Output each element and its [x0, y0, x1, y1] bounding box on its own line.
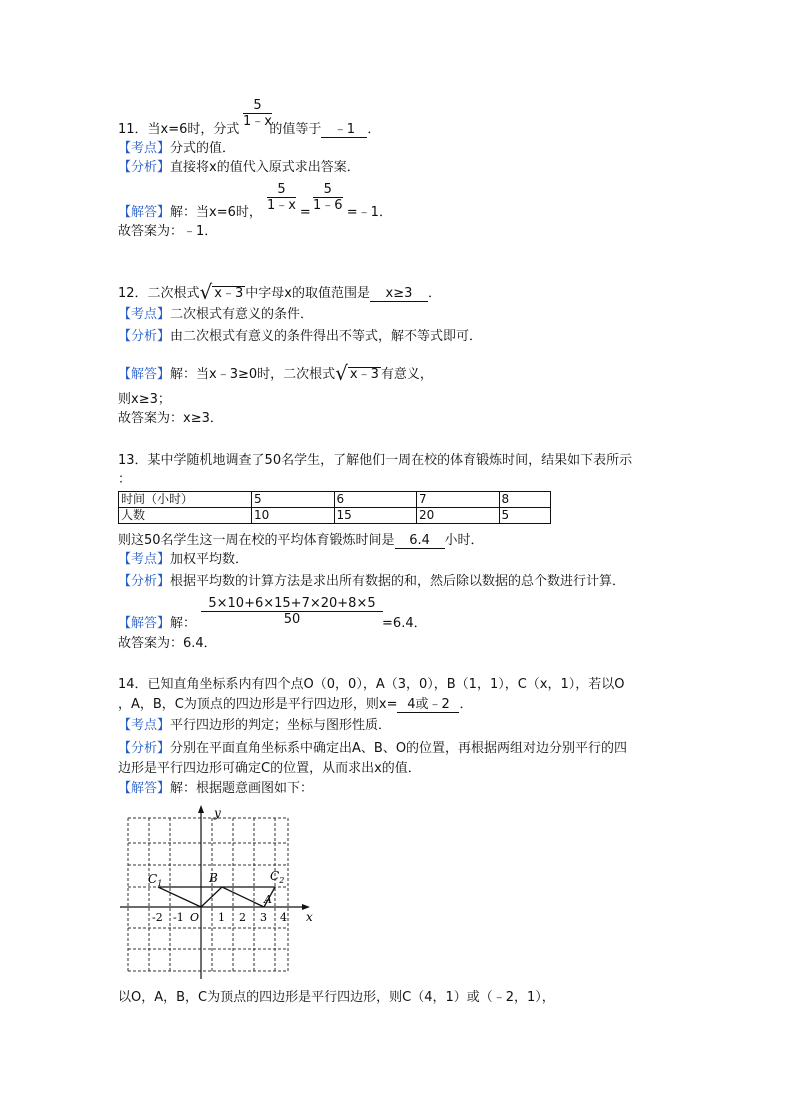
q11-jieda-fraction-2: $\frac{5}{1﹣6}$: [313, 182, 343, 213]
tick-label: 2: [239, 911, 246, 924]
tick-label: 3: [260, 911, 267, 924]
q14-jieda: 【解答】解：根据题意画图如下：: [118, 781, 314, 796]
q13-question: 则这50名学生这一周在校的平均体育锻炼时间是 6.4 小时．: [118, 533, 484, 548]
q13-jieda: 【解答】解： =6.4．: [118, 616, 427, 631]
fraction-numerator: 5: [243, 98, 272, 114]
answer-blank: ﹣1: [321, 123, 367, 138]
table-row: 时间（小时） 5 6 7 8: [119, 492, 551, 508]
point-label-b: B: [209, 871, 218, 885]
answer-blank: x≥3: [370, 287, 428, 302]
tick-label: 4: [280, 911, 287, 924]
point-label-a: A: [264, 893, 272, 906]
point-label-c1: $C_1$: [148, 872, 163, 888]
answer-blank: 4或﹣2: [397, 698, 459, 713]
q12-then: 则x≥3；: [118, 392, 171, 407]
q12-kaodian: 【考点】二次根式有意义的条件．: [118, 307, 314, 322]
origin-label: O: [190, 911, 200, 924]
radical: √ x﹣3: [335, 361, 379, 385]
data-table: [118, 491, 551, 524]
q12-stem: 12．二次根式√ x﹣3 中字母x的取值范围是 x≥3 ．: [118, 280, 441, 304]
tick-label: -2: [152, 911, 163, 924]
y-axis-label: y: [214, 806, 221, 820]
q13-stem-line1: 13．某中学随机地调查了50名学生，了解他们一周在校的体育锻炼时间，结果如下表所示: [118, 453, 633, 468]
table-row: 人数 10 15 20 5: [119, 508, 551, 524]
q14-kaodian: 【考点】平行四边形的判定；坐标与图形性质．: [118, 718, 392, 733]
q11-final: 故答案为：﹣1．: [118, 224, 218, 239]
fraction-denominator: 1﹣x: [243, 114, 272, 129]
parallelogram-lines: [158, 887, 275, 907]
q14-fenxi-line1: 【分析】分别在平面直角坐标系中确定出A、B、O的位置，再根据两组对边分别平行的四: [118, 741, 628, 756]
q13-fenxi: 【分析】根据平均数的计算方法是求出所有数据的和，然后除以数据的总个数进行计算．: [118, 574, 626, 589]
q11-stem: 11．当x=6时，分式 的值等于 ﹣1 ．: [118, 122, 381, 137]
q13-jieda-fraction: $\frac{5\times 10+6\times 15+7\times 20+8\times 5}{50}$: [201, 596, 383, 627]
q12-jieda: 【解答】解：当x﹣3≥0时，二次根式√ x﹣3 有意义，: [118, 361, 433, 385]
q14-stem-line2: ，A，B，C为顶点的四边形是平行四边形，则x= 4或﹣2 ．: [118, 697, 473, 712]
q11-fenxi: 【分析】直接将x的值代入原式求出答案．: [118, 160, 360, 175]
kaodian-tag: 【考点】: [118, 141, 171, 156]
point-label-c2: $C_2$: [270, 869, 285, 885]
q14-conclusion: 以O，A，B，C为顶点的四边形是平行四边形，则C（4，1）或（﹣2，1），: [118, 990, 555, 1005]
q12-fenxi: 【分析】由二次根式有意义的条件得出不等式，解不等式即可．: [118, 329, 483, 344]
fenxi-tag: 【分析】: [118, 160, 171, 175]
coordinate-graph: [118, 803, 318, 980]
q13-kaodian: 【考点】加权平均数．: [118, 552, 249, 567]
q12-final: 故答案为：x≥3．: [118, 411, 223, 426]
q13-final: 故答案为：6.4．: [118, 636, 217, 651]
radical: √ x﹣3: [199, 280, 244, 304]
tick-label: -1: [173, 911, 184, 924]
q11-kaodian: 【考点】分式的值．: [118, 141, 236, 156]
answer-blank: 6.4: [395, 534, 445, 549]
q11-jieda-fraction-1: $\frac{5}{1﹣x}$: [267, 182, 296, 213]
q11-jieda: 【解答】解：当x=6时， = =﹣1．: [118, 205, 392, 220]
jieda-tag: 【解答】: [118, 205, 171, 220]
q14-fenxi-line2: 边形是平行四边形可确定C的位置，从而求出x的值．: [118, 761, 421, 776]
q13-stem-line2: ：: [118, 472, 132, 487]
x-axis-label: x: [306, 910, 313, 924]
tick-label: 1: [218, 911, 225, 924]
q14-stem-line1: 14．已知直角坐标系内有四个点O（0，0），A（3，0），B（1，1），C（x，1），若以O: [118, 677, 625, 692]
